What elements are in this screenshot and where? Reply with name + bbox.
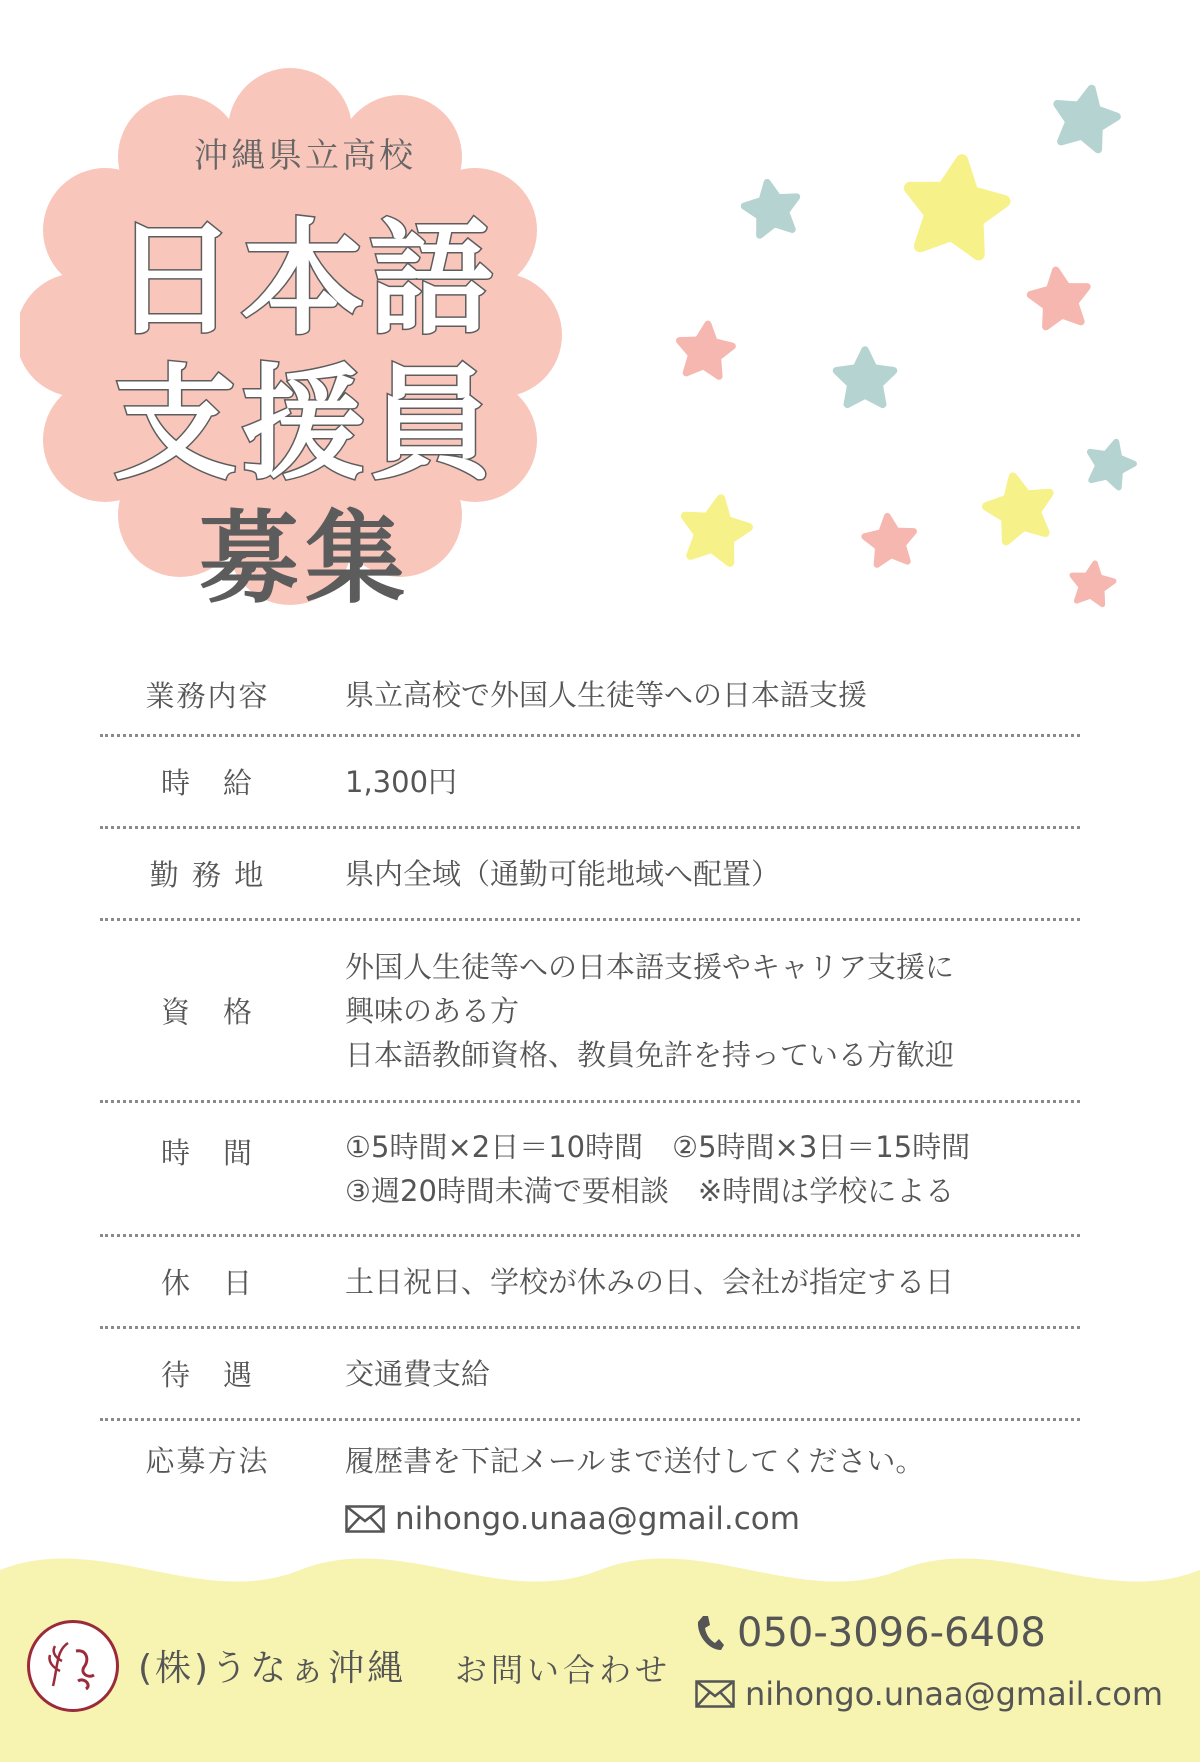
- apply-email[interactable]: [345, 1497, 1080, 1541]
- detail-value: 外国人生徒等への日本語支援やキャリア支援に 興味のある方 日本語教師資格、教員免許を持っている方歓迎: [345, 949, 955, 1072]
- decorative-stars: [660, 70, 1180, 610]
- detail-row-benefits: [100, 1329, 1080, 1421]
- detail-label: 業務内容: [145, 679, 270, 713]
- detail-value: 県立高校で外国人生徒等への日本語支援: [345, 677, 868, 712]
- detail-row-how-to-apply: [100, 1421, 1080, 1551]
- title-shienin: 支援員: [112, 353, 497, 497]
- contact-label: お問い合わせ: [455, 1651, 672, 1689]
- detail-value: 土日祝日、学校が休みの日、会社が指定する日: [345, 1264, 955, 1299]
- detail-value: 履歴書を下記メールまで送付してください。 nihongo.unaa@gmail.com: [315, 1439, 1080, 1541]
- detail-label: 時 間: [160, 1136, 254, 1170]
- detail-value: 交通費支給: [345, 1356, 491, 1391]
- star-icon: [676, 82, 1138, 605]
- envelope-icon: [695, 1680, 735, 1708]
- title-boshu: 募集: [199, 500, 411, 617]
- detail-label: 時 給: [160, 766, 254, 800]
- detail-row-hourly-wage: [100, 737, 1080, 829]
- detail-label: 応募方法: [145, 1444, 270, 1478]
- detail-row-holidays: [100, 1237, 1080, 1329]
- contact-phone[interactable]: [695, 1610, 1046, 1656]
- company-name: (株)うなぁ沖縄: [138, 1648, 407, 1689]
- detail-row-qualifications: [100, 921, 1080, 1103]
- envelope-icon: [345, 1505, 385, 1533]
- job-details-table: [100, 655, 1080, 1551]
- detail-row-job-description: [100, 655, 1080, 737]
- phone-number[interactable]: 050-3096-6408: [737, 1610, 1046, 1656]
- detail-value: 1,300円: [345, 764, 458, 799]
- detail-label: 待 遇: [160, 1358, 254, 1392]
- contact-email[interactable]: [695, 1675, 1163, 1713]
- badge-subtitle: 沖縄県立高校: [194, 136, 416, 176]
- detail-label: 勤 務 地: [149, 858, 266, 892]
- detail-label: 資 格: [160, 995, 254, 1029]
- title-nihongo: 日本語: [112, 208, 497, 352]
- detail-row-work-location: [100, 829, 1080, 921]
- email-address[interactable]: nihongo.unaa@gmail.com: [745, 1675, 1163, 1713]
- detail-label: 休 日: [160, 1266, 254, 1300]
- company-logo: [27, 1620, 119, 1712]
- detail-row-hours: [100, 1103, 1080, 1237]
- phone-icon: [695, 1614, 725, 1652]
- logo-emblem-icon: [38, 1631, 108, 1701]
- apply-email-address[interactable]: nihongo.unaa@gmail.com: [395, 1501, 800, 1537]
- detail-value: ①5時間×2日＝10時間 ②5時間×3日＝15時間 ③週20時間未満で要相談 ※時間は学校による: [345, 1129, 971, 1208]
- detail-value: 県内全域（通勤可能地域へ配置）: [345, 856, 781, 891]
